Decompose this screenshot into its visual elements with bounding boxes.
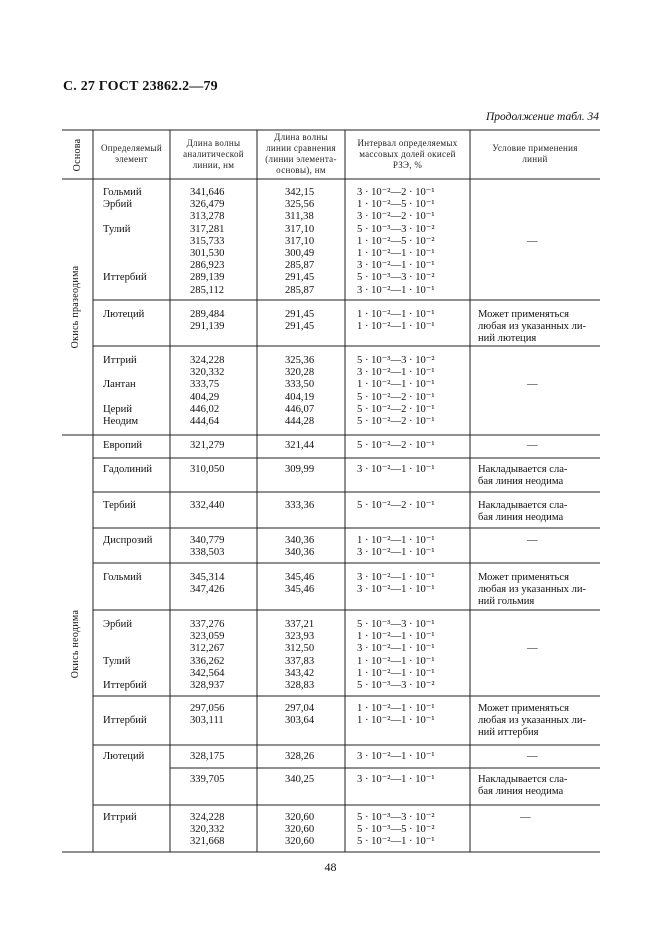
elements-cell: Гадолиний [103,464,153,475]
analytic-cell: 345,314 347,426 [190,572,225,596]
analytic-cell: 321,279 [190,440,225,451]
interval-cell: 5 · 10⁻²—2 · 10⁻¹ [357,500,435,511]
condition-cell: — [527,379,538,390]
interval-cell: 3 · 10⁻²—2 · 10⁻¹ 1 · 10⁻²—5 · 10⁻¹ 3 · 10⁻²—2 · 10⁻¹ 5 · 10⁻³—3 · 10⁻² 1 · 10⁻²—5 · 10⁻² 1 · 10⁻²—1 · 10⁻¹ 3 · 10⁻²—1 · 10⁻¹ 5 · 10⁻³—3 · 10⁻² 3 · 10⁻²—1 · 10⁻¹ [357,187,435,296]
elements-cell: Диспрозий [103,535,153,546]
analytic-cell: 310,050 [190,464,225,475]
header-comparison-wavelength: Длина волны линии сравнения (линии элемента- основы), нм [265,132,337,175]
comparison-cell: 333,36 [285,500,315,511]
elements-cell: Лютеций [103,751,145,762]
interval-cell: 5 · 10⁻²—2 · 10⁻¹ [357,440,435,451]
interval-cell: 1 · 10⁻²—1 · 10⁻¹ 1 · 10⁻²—1 · 10⁻¹ [357,309,435,333]
header-analytic-wavelength: Длина волны аналитической линии, нм [183,138,244,170]
interval-cell: 5 · 10⁻³—3 · 10⁻¹ 1 · 10⁻²—1 · 10⁻¹ 3 · 10⁻²—1 · 10⁻¹ 1 · 10⁻²—1 · 10⁻¹ 1 · 10⁻²—1 · 10⁻¹ 5 · 10⁻³—3 · 10⁻² [357,619,435,692]
analytic-cell: 339,705 [190,774,225,785]
base-label-praseodymium: Окись празеодима [70,265,81,349]
interval-cell: 3 · 10⁻²—1 · 10⁻¹ [357,751,435,762]
comparison-cell: 321,44 [285,440,315,451]
interval-cell: 3 · 10⁻²—1 · 10⁻¹ [357,464,435,475]
condition-cell: — [527,643,538,654]
interval-cell: 5 · 10⁻³—3 · 10⁻² 5 · 10⁻³—5 · 10⁻² 5 · 10⁻²—1 · 10⁻¹ [357,812,435,848]
base-label-neodymium: Окись неодима [70,609,81,679]
interval-cell: 1 · 10⁻²—1 · 10⁻¹ 1 · 10⁻²—1 · 10⁻¹ [357,703,435,727]
elements-cell: Гольмий [103,572,142,583]
analytic-cell: 337,276 323,059 312,267 336,262 342,564 328,937 [190,619,225,692]
interval-cell: 3 · 10⁻²—1 · 10⁻¹ 3 · 10⁻²—1 · 10⁻¹ [357,572,435,596]
interval-cell: 3 · 10⁻²—1 · 10⁻¹ [357,774,435,785]
analytic-cell: 324,228 320,332 321,668 [190,812,225,848]
analytic-cell: 328,175 [190,751,225,762]
elements-cell: Иттрий [103,812,137,823]
condition-cell: — [527,535,538,546]
header-base: Основа [72,138,83,172]
comparison-cell: 340,25 [285,774,315,785]
elements-cell: Тербий [103,500,136,511]
condition-cell: Накладывается сла- бая линия неодима [478,774,568,798]
analytic-cell: 332,440 [190,500,225,511]
condition-cell: Накладывается сла- бая линия неодима [478,500,568,524]
interval-cell: 5 · 10⁻³—3 · 10⁻² 3 · 10⁻²—1 · 10⁻¹ 1 · 10⁻²—1 · 10⁻¹ 5 · 10⁻²—2 · 10⁻¹ 5 · 10⁻²—2 · 10⁻¹ 5 · 10⁻²—2 · 10⁻¹ [357,355,435,428]
comparison-cell: 337,21 323,93 312,50 337,83 343,42 328,83 [285,619,315,692]
comparison-cell: 345,46 345,46 [285,572,315,596]
analytic-cell: 340,779 338,503 [190,535,225,559]
analytic-cell: 289,484 291,139 [190,309,225,333]
condition-cell: — [527,440,538,451]
comparison-cell: 291,45 291,45 [285,309,315,333]
comparison-cell: 328,26 [285,751,315,762]
comparison-cell: 297,04 303,64 [285,703,315,727]
page-header: С. 27 ГОСТ 23862.2—79 [63,79,218,94]
condition-cell: Накладывается сла- бая линия неодима [478,464,568,488]
comparison-cell: 325,36 320,28 333,50 404,19 446,07 444,28 [285,355,315,428]
analytic-cell: 324,228 320,332 333,75 404,29 446,02 444,64 [190,355,225,428]
condition-cell: — [527,236,538,247]
interval-cell: 1 · 10⁻²—1 · 10⁻¹ 3 · 10⁻²—1 · 10⁻¹ [357,535,435,559]
comparison-cell: 309,99 [285,464,315,475]
analytic-cell: 341,646 326,479 313,278 317,281 315,733 301,530 286,923 289,139 285,112 [190,187,225,296]
elements-cell: Европий [103,440,143,451]
comparison-cell: 320,60 320,60 320,60 [285,812,315,848]
comparison-cell: 340,36 340,36 [285,535,315,559]
elements-cell: Иттербий [103,715,147,727]
header-element: Определяемый элемент [100,143,163,164]
elements-cell: Лютеций [103,309,145,320]
elements-cell: Иттрий Лантан Церий Неодим [103,355,139,428]
condition-cell: — [527,751,538,762]
elements-cell: Эрбий Тулий Иттербий [103,619,147,692]
condition-cell: — [520,812,531,823]
header-condition: Условие применения линий [492,143,578,164]
analytic-cell: 297,056 303,111 [190,703,225,727]
elements-cell: Гольмий Эрбий Тулий Иттербий [103,187,147,284]
header-interval: Интервал определяемых массовых долей окисей РЗЭ, % [357,138,458,170]
condition-cell: Может применяться любая из указанных ли- ний лютеция [478,309,587,345]
comparison-cell: 342,15 325,56 311,38 317,10 317,10 300,49 285,87 291,45 285,87 [285,187,315,296]
condition-cell: Может применяться любая из указанных ли- ний гольмия [478,572,587,608]
table-continuation-label: Продолжение табл. 34 [486,111,599,123]
page-number: 48 [324,860,337,874]
condition-cell: Может применяться любая из указанных ли- ний иттербия [478,703,587,739]
